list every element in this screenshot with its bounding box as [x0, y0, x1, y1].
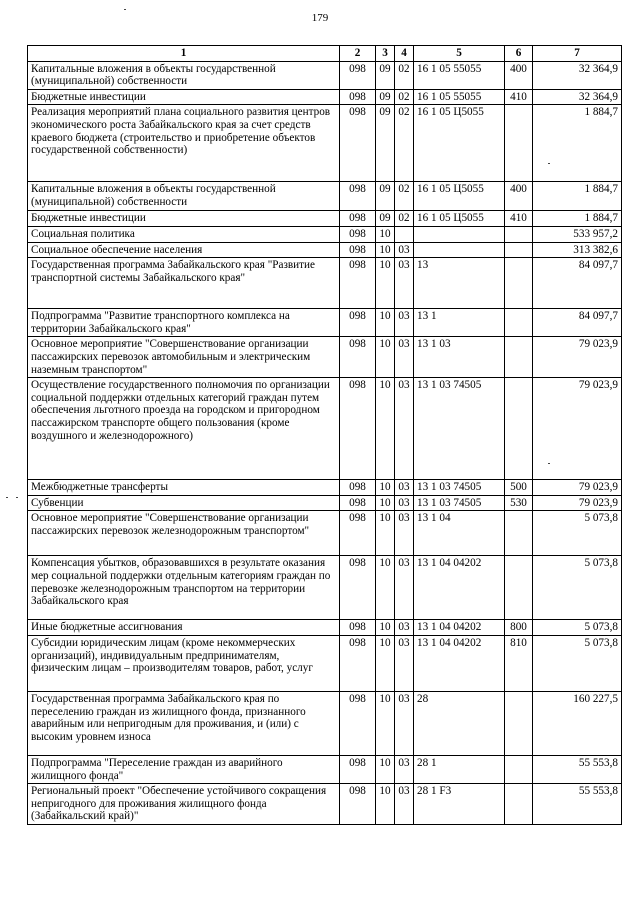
row-section-code: 10: [376, 258, 395, 309]
table-row: [28, 556, 622, 620]
row-target-article: 13 1 04 04202: [414, 635, 505, 691]
row-expense-type: [505, 309, 533, 337]
row-subsection-code: 03: [395, 242, 414, 258]
row-amount: 79 023,9: [533, 480, 622, 496]
row-grbs-code: 098: [340, 61, 376, 89]
row-expense-type: [505, 755, 533, 783]
row-grbs-code: 098: [340, 378, 376, 480]
table-row: [28, 480, 622, 496]
row-target-article: 13 1 04 04202: [414, 556, 505, 620]
table-row: [28, 89, 622, 105]
row-section-code: 09: [376, 105, 395, 182]
row-subsection-code: 03: [395, 755, 414, 783]
row-amount: 84 097,7: [533, 309, 622, 337]
row-grbs-code: 098: [340, 89, 376, 105]
row-name: Подпрограмма "Развитие транспортного комплекса на территории Забайкальского края": [28, 309, 340, 337]
row-section-code: 10: [376, 480, 395, 496]
row-amount: 84 097,7: [533, 258, 622, 309]
row-amount: 5 073,8: [533, 635, 622, 691]
row-expense-type: [505, 105, 533, 182]
row-section-code: 10: [376, 556, 395, 620]
table-row: [28, 337, 622, 378]
table-row: [28, 691, 622, 755]
row-name: Реализация мероприятий плана социального развития центров экономического роста Забайкальского края за счет средств краевого бюджета (строительство и приобретение объектов государственной собственности): [28, 105, 340, 182]
row-expense-type: [505, 511, 533, 556]
table-row: [28, 511, 622, 556]
row-target-article: 13: [414, 258, 505, 309]
row-section-code: 10: [376, 691, 395, 755]
row-section-code: 10: [376, 226, 395, 242]
page-number: 179: [311, 12, 329, 24]
row-target-article: 13 1 04: [414, 511, 505, 556]
table-row: [28, 258, 622, 309]
row-section-code: 09: [376, 61, 395, 89]
row-grbs-code: 098: [340, 226, 376, 242]
row-grbs-code: 098: [340, 182, 376, 211]
scan-mark-left-b: [16, 497, 18, 498]
row-name: Государственная программа Забайкальского края "Развитие транспортной системы Забайкальского края": [28, 258, 340, 309]
row-expense-type: 400: [505, 182, 533, 211]
row-section-code: 10: [376, 784, 395, 825]
row-subsection-code: 03: [395, 258, 414, 309]
table-row: [28, 182, 622, 211]
row-name: Региональный проект "Обеспечение устойчивого сокращения непригодного для проживания жилищного фонда (Забайкальский край)": [28, 784, 340, 825]
table-row: [28, 784, 622, 825]
row-subsection-code: 03: [395, 511, 414, 556]
row-target-article: 16 1 05 Ц5055: [414, 105, 505, 182]
row-grbs-code: 098: [340, 635, 376, 691]
table-row: [28, 495, 622, 511]
row-section-code: 10: [376, 511, 395, 556]
row-grbs-code: 098: [340, 620, 376, 636]
row-expense-type: 410: [505, 211, 533, 227]
row-target-article: 13 1 03 74505: [414, 378, 505, 480]
row-amount: 32 364,9: [533, 61, 622, 89]
row-subsection-code: 03: [395, 378, 414, 480]
row-expense-type: 810: [505, 635, 533, 691]
row-amount: 5 073,8: [533, 511, 622, 556]
row-target-article: 16 1 05 55055: [414, 61, 505, 89]
row-target-article: 13 1 03 74505: [414, 480, 505, 496]
row-target-article: [414, 226, 505, 242]
row-subsection-code: 03: [395, 556, 414, 620]
row-expense-type: [505, 226, 533, 242]
header-cell-vr: 6: [505, 46, 533, 62]
table-row: [28, 635, 622, 691]
row-section-code: 10: [376, 495, 395, 511]
table-row: [28, 620, 622, 636]
row-amount: 32 364,9: [533, 89, 622, 105]
row-amount: 55 553,8: [533, 784, 622, 825]
row-section-code: 10: [376, 620, 395, 636]
row-grbs-code: 098: [340, 495, 376, 511]
row-name: Основное мероприятие "Совершенствование организации пассажирских перевозок железнодорожным транспортом": [28, 511, 340, 556]
row-amount: 5 073,8: [533, 556, 622, 620]
row-target-article: 28 1: [414, 755, 505, 783]
row-amount: 1 884,7: [533, 105, 622, 182]
row-name: Подпрограмма "Переселение граждан из аварийного жилищного фонда": [28, 755, 340, 783]
row-grbs-code: 098: [340, 242, 376, 258]
row-amount: 79 023,9: [533, 495, 622, 511]
row-expense-type: 500: [505, 480, 533, 496]
row-grbs-code: 098: [340, 337, 376, 378]
row-subsection-code: 03: [395, 620, 414, 636]
row-amount: 533 957,2: [533, 226, 622, 242]
row-section-code: 09: [376, 182, 395, 211]
row-expense-type: [505, 691, 533, 755]
row-grbs-code: 098: [340, 511, 376, 556]
row-subsection-code: 02: [395, 182, 414, 211]
row-target-article: [414, 242, 505, 258]
row-name: Капитальные вложения в объекты государственной (муниципальной) собственности: [28, 61, 340, 89]
row-amount: 313 382,6: [533, 242, 622, 258]
row-expense-type: 530: [505, 495, 533, 511]
row-subsection-code: 03: [395, 480, 414, 496]
table-row: [28, 309, 622, 337]
row-grbs-code: 098: [340, 480, 376, 496]
row-section-code: 10: [376, 635, 395, 691]
row-subsection-code: 03: [395, 337, 414, 378]
row-subsection-code: 02: [395, 211, 414, 227]
row-target-article: 28: [414, 691, 505, 755]
row-name: Осуществление государственного полномочия по организации социальной поддержки отдельных категорий граждан путем обеспечения льготного проезда на городском и пригородном пассажирском транспорте общего пользования (кроме воздушного и железнодорожного): [28, 378, 340, 480]
row-section-code: 10: [376, 378, 395, 480]
row-expense-type: 800: [505, 620, 533, 636]
row-target-article: 13 1: [414, 309, 505, 337]
row-name: Компенсация убытков, образовавшихся в результате оказания мер социальной поддержки отдельным категориям граждан по перевозке железнодорожным транспортом на территории Забайкальского края: [28, 556, 340, 620]
row-expense-type: [505, 337, 533, 378]
row-name: Бюджетные инвестиции: [28, 89, 340, 105]
row-grbs-code: 098: [340, 105, 376, 182]
row-grbs-code: 098: [340, 784, 376, 825]
row-name: Иные бюджетные ассигнования: [28, 620, 340, 636]
row-grbs-code: 098: [340, 258, 376, 309]
row-section-code: 10: [376, 337, 395, 378]
row-target-article: 13 1 04 04202: [414, 620, 505, 636]
row-amount: 1 884,7: [533, 182, 622, 211]
row-target-article: 13 1 03 74505: [414, 495, 505, 511]
row-expense-type: [505, 784, 533, 825]
header-cell-rz: 3: [376, 46, 395, 62]
header-cell-pr: 4: [395, 46, 414, 62]
row-expense-type: [505, 556, 533, 620]
row-expense-type: [505, 258, 533, 309]
row-grbs-code: 098: [340, 691, 376, 755]
row-target-article: 16 1 05 Ц5055: [414, 211, 505, 227]
row-subsection-code: [395, 226, 414, 242]
row-expense-type: 400: [505, 61, 533, 89]
budget-table: [27, 45, 622, 825]
row-subsection-code: 03: [395, 309, 414, 337]
row-subsection-code: 03: [395, 495, 414, 511]
row-target-article: 28 1 F3: [414, 784, 505, 825]
row-amount: 5 073,8: [533, 620, 622, 636]
row-expense-type: [505, 378, 533, 480]
table-row: [28, 242, 622, 258]
row-subsection-code: 03: [395, 691, 414, 755]
row-subsection-code: 02: [395, 89, 414, 105]
row-name: Субвенции: [28, 495, 340, 511]
row-name: Основное мероприятие "Совершенствование организации пассажирских перевозок автомобильным и электрическим наземным транспортом": [28, 337, 340, 378]
header-cell-csr: 5: [414, 46, 505, 62]
row-name: Государственная программа Забайкальского края по переселению граждан из жилищного фонда, признанного аварийным или непригодным для проживания, и (или) с высоким уровнем износа: [28, 691, 340, 755]
row-grbs-code: 098: [340, 755, 376, 783]
row-amount: 79 023,9: [533, 337, 622, 378]
header-cell-amount: 7: [533, 46, 622, 62]
row-name: Межбюджетные трансферты: [28, 480, 340, 496]
row-target-article: 16 1 05 Ц5055: [414, 182, 505, 211]
row-grbs-code: 098: [340, 211, 376, 227]
table-row: [28, 105, 622, 182]
row-target-article: 13 1 03: [414, 337, 505, 378]
row-section-code: 09: [376, 211, 395, 227]
row-subsection-code: 02: [395, 105, 414, 182]
row-section-code: 09: [376, 89, 395, 105]
row-section-code: 10: [376, 242, 395, 258]
row-grbs-code: 098: [340, 556, 376, 620]
row-subsection-code: 03: [395, 784, 414, 825]
row-amount: 1 884,7: [533, 211, 622, 227]
row-name: Капитальные вложения в объекты государственной (муниципальной) собственности: [28, 182, 340, 211]
table-row: [28, 378, 622, 480]
row-amount: 160 227,5: [533, 691, 622, 755]
row-name: Социальная политика: [28, 226, 340, 242]
scan-mark-left-a: [6, 497, 8, 498]
row-grbs-code: 098: [340, 309, 376, 337]
row-amount: 55 553,8: [533, 755, 622, 783]
row-section-code: 10: [376, 309, 395, 337]
row-name: Социальное обеспечение населения: [28, 242, 340, 258]
scan-mark-top: [124, 9, 126, 10]
table-row: [28, 211, 622, 227]
table-header-row: [28, 46, 622, 62]
row-name: Бюджетные инвестиции: [28, 211, 340, 227]
row-subsection-code: 02: [395, 61, 414, 89]
row-section-code: 10: [376, 755, 395, 783]
row-expense-type: [505, 242, 533, 258]
table-row: [28, 755, 622, 783]
row-amount: 79 023,9: [533, 378, 622, 480]
table-row: [28, 61, 622, 89]
row-expense-type: 410: [505, 89, 533, 105]
table-row: [28, 226, 622, 242]
header-cell-grbs: 2: [340, 46, 376, 62]
row-target-article: 16 1 05 55055: [414, 89, 505, 105]
row-name: Субсидии юридическим лицам (кроме некоммерческих организаций), индивидуальным предпринимателям, физическим лицам – производителям товаров, работ, услуг: [28, 635, 340, 691]
row-subsection-code: 03: [395, 635, 414, 691]
header-cell-name: 1: [28, 46, 340, 62]
